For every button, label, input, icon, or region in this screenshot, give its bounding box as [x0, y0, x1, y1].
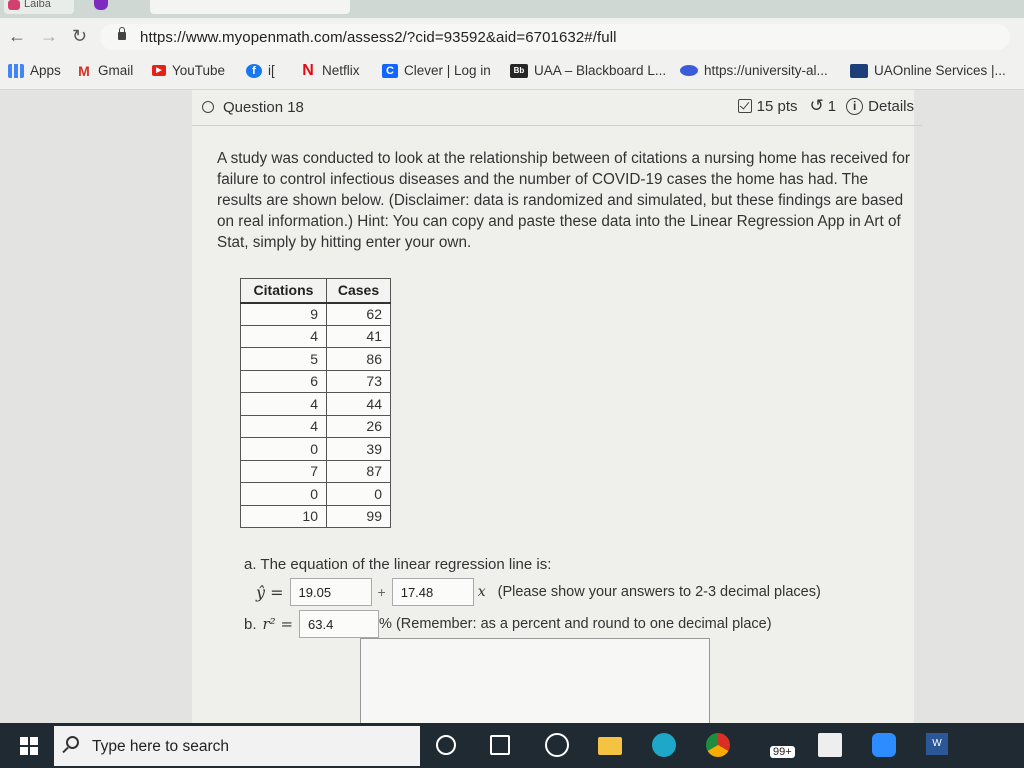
cases-cell: 87: [327, 460, 391, 483]
browser-tab-laiba[interactable]: [4, 0, 74, 14]
details-link[interactable]: Details: [868, 97, 914, 115]
page-area: [0, 90, 1024, 723]
bookmark-label: https://university-al...: [704, 63, 828, 78]
cases-cell: 39: [327, 438, 391, 461]
notification-badge: 99+: [770, 746, 795, 758]
instagram-icon: [8, 0, 20, 10]
table-row: [241, 370, 391, 393]
cases-cell: 62: [327, 303, 391, 326]
zoom-icon[interactable]: [872, 733, 896, 757]
cases-cell: 73: [327, 370, 391, 393]
apps-grid-icon: [8, 64, 24, 78]
r-squared-symbol: r² =: [262, 615, 294, 633]
plus-sign: +: [377, 584, 386, 600]
slope-input[interactable]: [392, 578, 474, 606]
data-table: [240, 278, 391, 528]
cases-cell: 41: [327, 325, 391, 348]
store-icon[interactable]: [818, 733, 842, 757]
bookmark-facebook[interactable]: [246, 63, 275, 78]
edge-browser-icon[interactable]: [652, 733, 676, 757]
table-row: [241, 325, 391, 348]
url-text: https://www.myopenmath.com/assess2/?cid=93592&aid=6701632#/full: [140, 29, 617, 46]
gmail-icon: M: [78, 62, 90, 79]
x-variable-symbol: x: [477, 584, 486, 600]
citations-cell: 7: [241, 460, 327, 483]
globe-icon[interactable]: [545, 733, 569, 757]
citations-cell: 0: [241, 438, 327, 461]
y-hat-symbol: ŷ =: [256, 582, 284, 602]
task-view-icon[interactable]: [490, 735, 510, 755]
browser-tab-extra[interactable]: [440, 0, 454, 10]
windows-taskbar: [0, 723, 1024, 768]
cloud-icon: [680, 65, 698, 76]
table-row: [241, 505, 391, 528]
cases-cell: 86: [327, 348, 391, 371]
bookmark-label: UAOnline Services |...: [874, 63, 1006, 78]
forward-arrow-icon[interactable]: →: [40, 26, 58, 46]
citations-cell: 4: [241, 415, 327, 438]
column-header-cases: Cases: [327, 279, 391, 303]
bookmark-label: UAA – Blackboard L...: [534, 63, 667, 78]
browser-tab-purple[interactable]: [94, 0, 108, 10]
cases-cell: 26: [327, 415, 391, 438]
file-explorer-icon[interactable]: [598, 737, 622, 755]
part-a-hint: (Please show your answers to 2-3 decimal places): [497, 584, 821, 600]
table-row: [241, 438, 391, 461]
bookmark-blackboard[interactable]: [510, 63, 666, 78]
info-icon[interactable]: i: [846, 98, 863, 115]
citations-cell: 0: [241, 483, 327, 506]
regression-equation-row: [256, 577, 821, 607]
bookmarks-bar: [0, 54, 1024, 90]
part-b-row: [244, 609, 772, 639]
question-title: Question 18: [223, 99, 304, 116]
search-placeholder: Type here to search: [92, 738, 229, 755]
table-row: [241, 415, 391, 438]
citations-cell: 9: [241, 303, 327, 326]
url-field[interactable]: [100, 24, 1010, 50]
clever-icon: C: [382, 64, 398, 78]
blackboard-icon: Bb: [510, 64, 528, 78]
citations-cell: 4: [241, 325, 327, 348]
part-b-label: b.: [244, 615, 257, 633]
table-row: [241, 303, 391, 326]
bookmark-netflix[interactable]: [300, 63, 360, 78]
question-header: [192, 90, 922, 126]
table-row: [241, 348, 391, 371]
part-b-hint: % (Remember: as a percent and round to one decimal place): [379, 616, 772, 632]
question-prompt: A study was conducted to look at the relationship between of citations a nursing home has received for failure to control infectious diseases and the number of COVID-19 cases the home has had. The results are shown below. (Disclaimer: data is randomized and simulated, but these findings are based on real information.) Hint: You can copy and paste these data into the Linear Regression App in Art of Stat, simply by hitting enter your own.: [217, 150, 911, 251]
table-row: [241, 393, 391, 416]
work-answer-box[interactable]: [360, 638, 710, 728]
facebook-icon: f: [246, 64, 262, 78]
word-icon[interactable]: W: [926, 733, 948, 755]
windows-start-icon[interactable]: [20, 737, 38, 755]
question-meta: [738, 96, 914, 116]
taskbar-search-box[interactable]: [54, 726, 420, 766]
tab-label: Laiba: [24, 0, 51, 10]
bookmark-uaonline[interactable]: [850, 63, 1006, 78]
bookmark-label: Netflix: [322, 63, 360, 78]
points-label: 15 pts: [756, 97, 798, 115]
bookmark-apps[interactable]: [8, 63, 61, 78]
cases-cell: 99: [327, 505, 391, 528]
retry-count: 1: [827, 97, 837, 115]
bookmark-label: YouTube: [172, 63, 226, 78]
reload-icon[interactable]: ↻: [72, 26, 88, 46]
browser-tab-strip: [0, 0, 1024, 18]
citations-cell: 5: [241, 348, 327, 371]
browser-tab-active[interactable]: [150, 0, 350, 14]
search-icon: [66, 736, 79, 749]
uaonline-icon: [850, 64, 868, 78]
part-a-label: a. The equation of the linear regression line is:: [244, 556, 552, 573]
citations-cell: 10: [241, 505, 327, 528]
bookmark-gmail[interactable]: [76, 63, 133, 78]
cases-cell: 44: [327, 393, 391, 416]
column-header-citations: Citations: [241, 279, 327, 303]
chrome-browser-icon[interactable]: [706, 733, 730, 757]
bookmark-label: Apps: [30, 63, 61, 78]
citations-cell: 4: [241, 393, 327, 416]
cases-cell: 0: [327, 483, 391, 506]
retry-icon: ↺: [809, 96, 824, 115]
lock-icon: [118, 32, 126, 40]
bookmark-youtube[interactable]: [152, 63, 225, 78]
bookmark-university[interactable]: [680, 63, 828, 78]
back-arrow-icon[interactable]: ←: [8, 26, 26, 46]
question-status-circle-icon: [202, 101, 214, 113]
table-row: [241, 460, 391, 483]
checkbox-points-icon: [738, 99, 752, 113]
bookmark-label: Gmail: [98, 63, 134, 78]
intercept-input[interactable]: [290, 578, 372, 606]
bookmark-label: i[: [268, 63, 275, 78]
citations-cell: 6: [241, 370, 327, 393]
bookmark-label: Clever | Log in: [404, 63, 491, 78]
cortana-icon[interactable]: [436, 735, 456, 755]
address-bar-row: [0, 18, 1024, 54]
youtube-icon: ▶: [152, 65, 166, 76]
r-squared-input[interactable]: [299, 610, 379, 638]
bookmark-clever[interactable]: [382, 63, 491, 78]
table-row: [241, 483, 391, 506]
netflix-icon: N: [302, 61, 314, 79]
